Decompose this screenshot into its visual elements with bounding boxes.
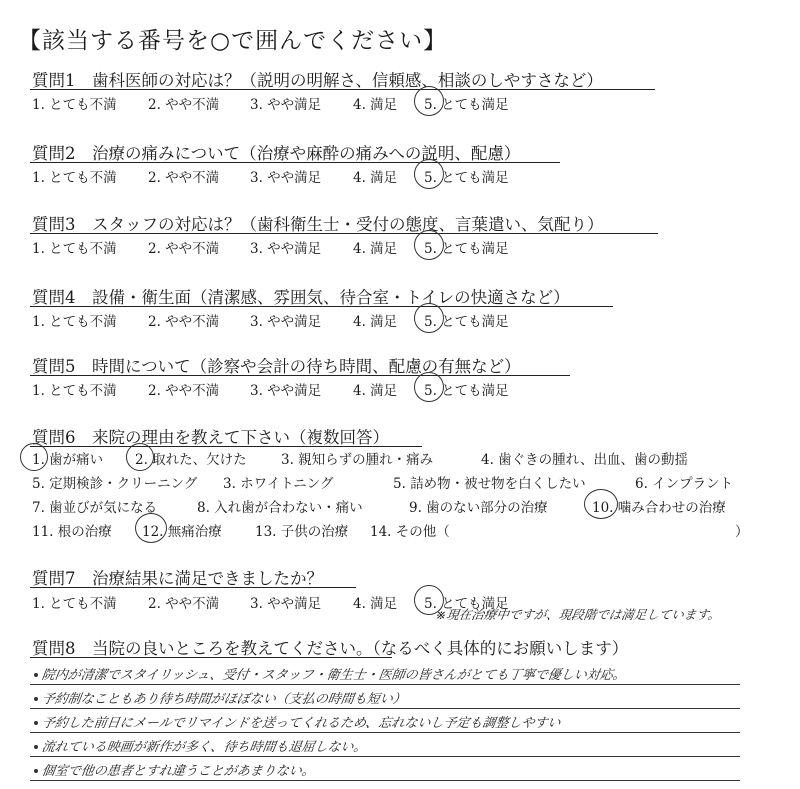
q5-option-3[interactable]: 3. やや満足 — [250, 383, 322, 399]
q4-option-1[interactable]: 1. とても不満 — [32, 314, 117, 330]
q3-selection-circle — [414, 230, 444, 260]
q4-option-5[interactable]: 5. とても満足 — [424, 314, 509, 330]
q1-underline — [30, 89, 655, 90]
q6-option-6[interactable]: 3. ホワイトニング — [223, 476, 334, 492]
q8-bullet-4 — [34, 745, 38, 749]
q6-option-10[interactable]: 8. 入れ歯が合わない・痛い — [197, 500, 363, 516]
q6-underline — [30, 446, 422, 447]
q6-option-7[interactable]: 5. 詰め物・被せ物を白くしたい — [393, 476, 586, 492]
q6-option-8[interactable]: 6. インプラント — [635, 476, 734, 492]
q6-selection-circle-12 — [135, 513, 167, 543]
q1-option-3[interactable]: 3. やや満足 — [250, 97, 322, 113]
q3-title: 質問3 スタッフの対応は？（歯科衛生士・受付の態度、言葉遣い、気配り） — [32, 215, 604, 234]
q3-option-2[interactable]: 2. やや不満 — [148, 241, 220, 257]
q4-option-4[interactable]: 4. 満足 — [353, 314, 398, 330]
q7-title: 質問7 治療結果に満足できましたか？ — [32, 569, 323, 588]
q6-selection-circle-10 — [584, 489, 618, 519]
q5-title: 質問5 時間について（診察や会計の待ち時間、配慮の有無など） — [32, 357, 521, 376]
q6-option-15[interactable]: 13. 子供の治療 — [255, 524, 349, 540]
q2-underline — [30, 162, 560, 163]
q3-option-5[interactable]: 5. とても満足 — [424, 241, 509, 257]
q6-option-9[interactable]: 7. 歯並びが気になる — [32, 500, 158, 516]
q8-rule-2 — [30, 708, 740, 709]
q6-option-1[interactable]: 1. 歯が痛い — [32, 452, 104, 468]
q6-option-16-close: ） — [735, 524, 749, 540]
q2-option-5[interactable]: 5. とても満足 — [424, 170, 509, 186]
q5-option-5[interactable]: 5. とても満足 — [424, 383, 509, 399]
q3-option-1[interactable]: 1. とても不満 — [32, 241, 117, 257]
q8-bullet-3 — [34, 721, 38, 725]
q4-title: 質問4 設備・衛生面（清潔感、雰囲気、待合室・トイレの快適さなど） — [32, 288, 570, 307]
q3-option-4[interactable]: 4. 満足 — [353, 241, 398, 257]
q4-selection-circle — [414, 303, 444, 333]
q6-option-16[interactable]: 14. その他（ — [370, 524, 450, 540]
q6-option-11[interactable]: 9. 歯のない部分の治療 — [409, 500, 548, 516]
q1-option-2[interactable]: 2. やや不満 — [148, 97, 220, 113]
q6-option-4[interactable]: 4. 歯ぐきの腫れ、出血、歯の動揺 — [481, 452, 688, 468]
q7-option-2[interactable]: 2. やや不満 — [148, 596, 220, 612]
q1-option-4[interactable]: 4. 満足 — [353, 97, 398, 113]
q8-answer-4: 流れている映画が新作が多く、待ち時間も退屈しない。 — [40, 740, 368, 755]
q7-option-3[interactable]: 3. やや満足 — [250, 596, 322, 612]
q3-underline — [30, 233, 658, 234]
q8-answer-3: 予約した前日にメールでリマインドを送ってくれるため、忘れないし予定も調整しやすい — [40, 716, 562, 731]
q7-handwritten-note: ※現在治療中ですが、現段階では満足しています。 — [434, 607, 722, 622]
q6-option-13[interactable]: 11. 根の治療 — [32, 524, 112, 540]
q7-option-5[interactable]: 5. とても満足 — [424, 596, 509, 612]
q5-selection-circle — [414, 372, 444, 402]
q8-title: 質問8 当院の良いところを教えてください。（なるべく具体的にお願いします） — [32, 639, 629, 658]
q8-rule-1 — [30, 684, 740, 685]
q1-option-5[interactable]: 5. とても満足 — [424, 97, 509, 113]
q8-answer-5: 個室で他の患者とすれ違うことがあまりない。 — [40, 764, 316, 779]
q2-selection-circle — [414, 159, 444, 189]
q1-title: 質問1 歯科医師の対応は？（説明の明解さ、信頼感、相談のしやすさなど） — [32, 71, 603, 90]
q8-bullet-2 — [34, 697, 38, 701]
q2-option-3[interactable]: 3. やや満足 — [250, 170, 322, 186]
q8-bullet-5 — [34, 769, 38, 773]
q7-option-4[interactable]: 4. 満足 — [353, 596, 398, 612]
q6-option-12[interactable]: 10. 噛み合わせの治療 — [592, 500, 726, 516]
q6-option-2[interactable]: 2. 取れた、欠けた — [135, 452, 247, 468]
q5-underline — [30, 375, 570, 376]
q8-bullet-1 — [34, 673, 38, 677]
q2-option-2[interactable]: 2. やや不満 — [148, 170, 220, 186]
q8-rule-5 — [30, 780, 740, 781]
q7-underline — [30, 587, 356, 588]
q1-selection-circle — [414, 86, 444, 116]
q4-option-3[interactable]: 3. やや満足 — [250, 314, 322, 330]
q6-option-14[interactable]: 12. 無痛治療 — [142, 524, 222, 540]
q2-title: 質問2 治療の痛みについて（治療や麻酔の痛みへの説明、配慮） — [32, 144, 521, 163]
q3-option-3[interactable]: 3. やや満足 — [250, 241, 322, 257]
q2-option-1[interactable]: 1. とても不満 — [32, 170, 117, 186]
q6-selection-circle-2 — [126, 443, 154, 471]
instruction-header: 【該当する番号を○で囲んでください】 — [18, 28, 448, 54]
q8-answer-2: 予約制なこともあり待ち時間がほぼない（支払の時間も短い） — [40, 692, 407, 707]
q8-answer-1: 院内が清潔でスタイリッシュ、受付・スタッフ・衛生士・医師の皆さんがとても丁寧で優しい対応。 — [40, 668, 627, 683]
q6-title: 質問6 来院の理由を教えて下さい（複数回答） — [32, 428, 389, 447]
q6-option-5[interactable]: 5. 定期検診・クリーニング — [32, 476, 198, 492]
q6-selection-circle-1 — [20, 443, 48, 471]
q4-option-2[interactable]: 2. やや不満 — [148, 314, 220, 330]
q8-underline — [30, 657, 392, 658]
q5-option-2[interactable]: 2. やや不満 — [148, 383, 220, 399]
q4-underline — [30, 306, 613, 307]
q2-option-4[interactable]: 4. 満足 — [353, 170, 398, 186]
q5-option-4[interactable]: 4. 満足 — [353, 383, 398, 399]
q5-option-1[interactable]: 1. とても不満 — [32, 383, 117, 399]
q6-option-3[interactable]: 3. 親知らずの腫れ・痛み — [281, 452, 434, 468]
q7-option-1[interactable]: 1. とても不満 — [32, 596, 117, 612]
q8-rule-3 — [30, 732, 740, 733]
q8-rule-4 — [30, 756, 740, 757]
q1-option-1[interactable]: 1. とても不満 — [32, 97, 117, 113]
